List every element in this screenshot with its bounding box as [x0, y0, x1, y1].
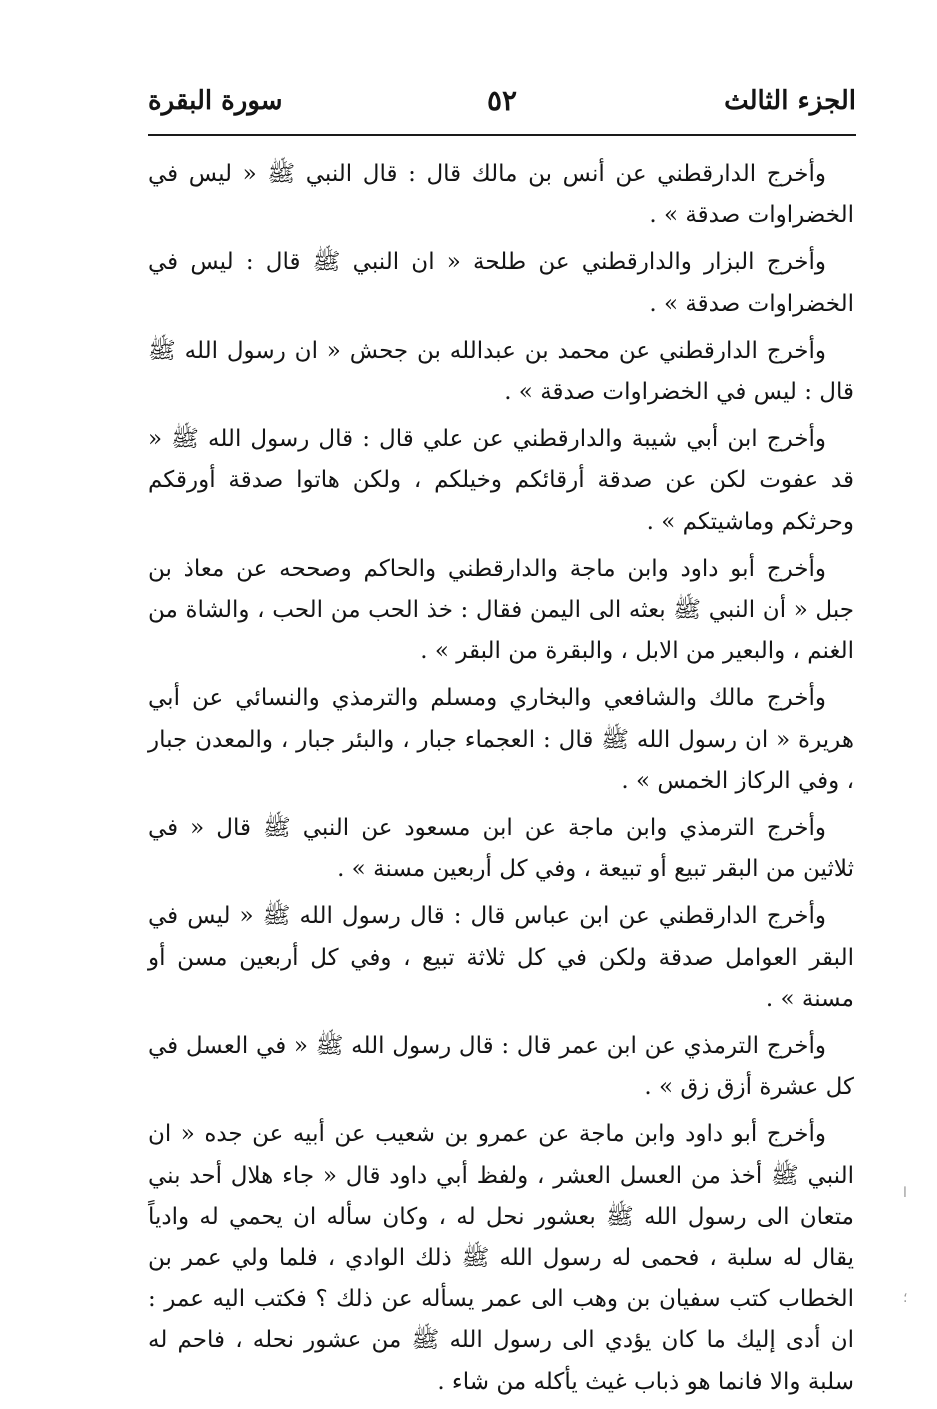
- header-divider: [148, 134, 856, 136]
- page-number: ٥٢: [486, 84, 518, 117]
- surah-title: سورة البقرة: [148, 86, 283, 116]
- paragraph: وأخرج الترمذي وابن ماجة عن ابن مسعود عن النبي ﷺ قال « في ثلاثين من البقر تبيع أو تبيعة ، وفي كل أربعين مسنة » .: [148, 815, 854, 883]
- paragraph: وأخرج أبو داود وابن ماجة عن عمرو بن شعيب عن أبيه عن جده « ان النبي ﷺ أخذ من العسل العشر ، ولفظ أبي داود قال « جاء هلال أحد بني متعان الى رسول الله ﷺ بعشور نحل له ، وكان سأله ان يحمي له وادياً يقال له سلبة ، فحمى له رسول الله ﷺ ذلك الوادي ، فلما ولي عمر بن الخطاب كتب سفيان بن وهب الى عمر يسأله عن ذلك ؟ فكتب اليه عمر : ان أدى إليك ما كان يؤدي الى رسول الله ﷺ من عشور نحله ، فاحم له سلبة والا فانما هو ذباب غيث يأكله من شاء .: [148, 1121, 854, 1395]
- scan-margin-mark: ا: [903, 1185, 907, 1201]
- paragraph: وأخرج مالك والشافعي والبخاري ومسلم والترمذي والنسائي عن أبي هريرة « ان رسول الله ﷺ قال : العجماء جبار ، والبئر جبار ، والمعدن جبار ، وفي الركاز الخمس » .: [148, 685, 854, 794]
- paragraph: وأخرج الترمذي عن ابن عمر قال : قال رسول الله ﷺ « في العسل في كل عشرة أزق زق » .: [148, 1033, 854, 1101]
- page-header: [148, 82, 856, 126]
- paragraph: وأخرج ابن أبي شيبة والدارقطني عن علي قال : قال رسول الله ﷺ « قد عفوت لكن عن صدقة أرقائكم وخيلكم ، ولكن هاتوا صدقة أورقكم وحرثكم وماشيتكم » .: [148, 426, 854, 535]
- paragraph: وأخرج البزار والدارقطني عن طلحة « ان النبي ﷺ قال : ليس في الخضراوات صدقة » .: [148, 249, 854, 317]
- juz-title: الجزء الثالث: [724, 86, 856, 116]
- page-body: [148, 154, 854, 1409]
- paragraph: وأخرج الدارقطني عن ابن عباس قال : قال رسول الله ﷺ « ليس في البقر العوامل صدقة ولكن في كل ثلاثة تبيع ، وفي كل أربعين مسن أو مسنة » .: [148, 903, 854, 1012]
- paragraph: وأخرج أبو داود وابن ماجة والدارقطني والحاكم وصححه عن معاذ بن جبل « أن النبي ﷺ بعثه الى اليمن فقال : خذ الحب من الحب ، والشاة من الغنم ، والبعير من الابل ، والبقرة من البقر » .: [148, 555, 854, 665]
- paragraph: وأخرج الدارقطني عن أنس بن مالك قال : قال النبي ﷺ « ليس في الخضراوات صدقة » .: [148, 161, 854, 229]
- paragraph: وأخرج الدارقطني عن محمد بن عبدالله بن جحش « ان رسول الله ﷺ قال : ليس في الخضراوات صدقة » .: [148, 337, 854, 406]
- scan-margin-mark: ؛: [903, 1290, 908, 1306]
